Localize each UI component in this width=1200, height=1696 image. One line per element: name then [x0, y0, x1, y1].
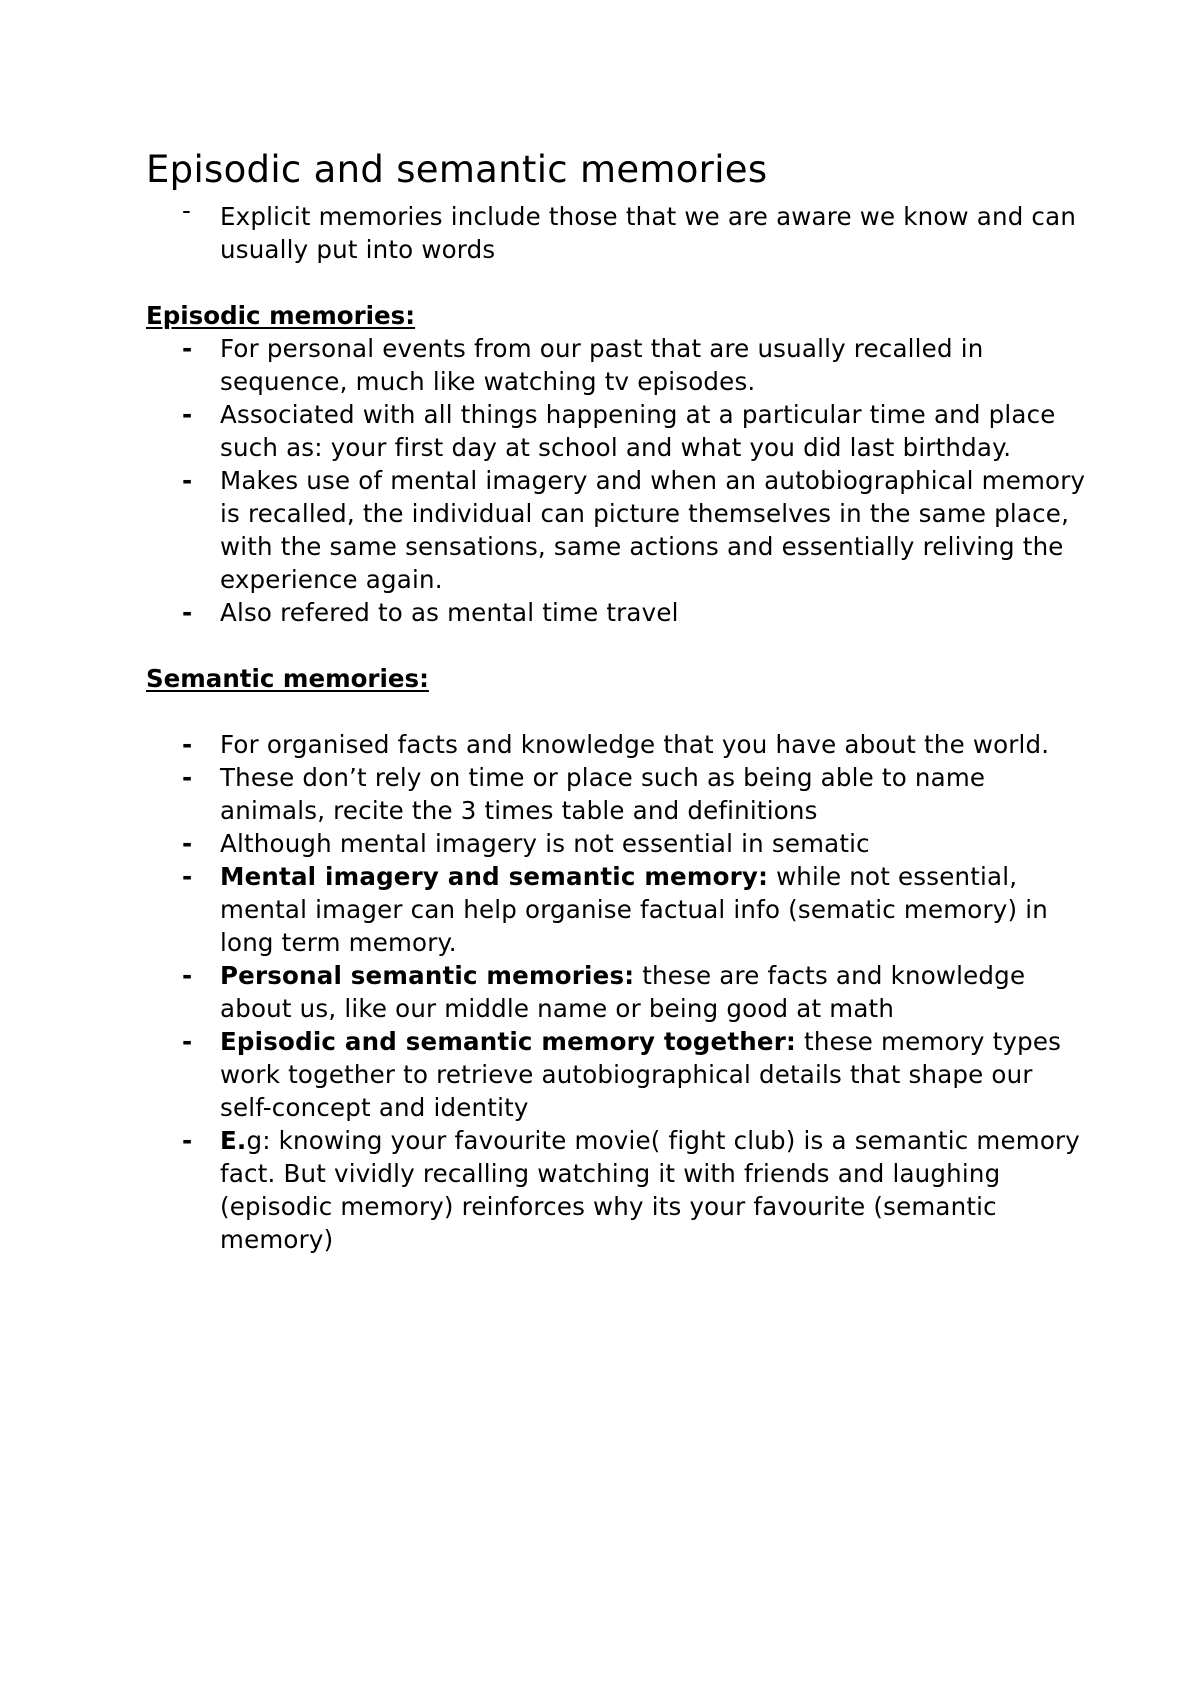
list-item-text: these are facts and knowledge about us, like our middle name or being good at math	[220, 961, 1026, 1023]
list-item	[146, 332, 1086, 398]
episodic-list	[146, 332, 1086, 629]
document-page	[146, 140, 1086, 1256]
list-item-lead: Personal semantic memories:	[220, 961, 635, 990]
list-item-text: For personal events from our past that are usually recalled in sequence, much like watching tv episodes.	[220, 334, 984, 396]
bullet-dash: -	[182, 400, 193, 429]
bullet-dash: -	[182, 1027, 193, 1056]
list-item-text: while not essential, mental imager can help organise factual info (sematic memory) in long term memory.	[220, 862, 1048, 957]
bullet-dash: -	[182, 196, 192, 225]
list-item	[146, 761, 1086, 827]
list-item-text: Although mental imagery is not essential in sematic	[220, 829, 870, 858]
list-item-text: Also refered to as mental time travel	[220, 598, 679, 627]
list-item	[146, 827, 1086, 860]
bullet-dash: -	[182, 862, 193, 891]
list-item-text: these memory types work together to retrieve autobiographical details that shape our self-concept and identity	[220, 1027, 1062, 1122]
semantic-heading: Semantic memories:	[146, 664, 429, 693]
list-item-text: These don’t rely on time or place such as being able to name animals, recite the 3 times table and definitions	[220, 763, 986, 825]
bullet-dash: -	[182, 466, 193, 495]
list-item	[146, 398, 1086, 464]
list-item	[146, 959, 1086, 1025]
list-item-lead: E.	[220, 1126, 247, 1155]
list-item-text: Makes use of mental imagery and when an autobiographical memory is recalled, the individual can picture themselves in the same place, with the same sensations, same actions and essentially reliving the experience again.	[220, 466, 1086, 594]
list-item-text: For organised facts and knowledge that you have about the world.	[220, 730, 1050, 759]
list-item-text: Explicit memories include those that we are aware we know and can usually put into words	[220, 202, 1077, 264]
bullet-dash: -	[182, 598, 193, 627]
semantic-list	[146, 728, 1086, 1256]
list-item	[146, 1025, 1086, 1124]
bullet-dash: -	[182, 334, 193, 363]
list-item	[146, 1124, 1086, 1256]
intro-list	[146, 196, 1086, 266]
episodic-heading: Episodic memories:	[146, 301, 416, 330]
list-item	[146, 196, 1086, 266]
bullet-dash: -	[182, 763, 193, 792]
list-item	[146, 728, 1086, 761]
list-item-lead: Episodic and semantic memory together:	[220, 1027, 797, 1056]
list-item	[146, 860, 1086, 959]
list-item-text: Associated with all things happening at a particular time and place such as: your first day at school and what you did last birthday.	[220, 400, 1056, 462]
document-title: Episodic and semantic memories	[146, 148, 768, 191]
bullet-dash: -	[182, 1126, 193, 1155]
list-item	[146, 464, 1086, 596]
list-item-text: g: knowing your favourite movie( fight club) is a semantic memory fact. But vividly recalling watching it with friends and laughing (episodic memory) reinforces why its your favourite (semantic memory)	[220, 1126, 1080, 1254]
bullet-dash: -	[182, 829, 193, 858]
list-item	[146, 596, 1086, 629]
bullet-dash: -	[182, 961, 193, 990]
bullet-dash: -	[182, 730, 193, 759]
list-item-lead: Mental imagery and semantic memory:	[220, 862, 769, 891]
